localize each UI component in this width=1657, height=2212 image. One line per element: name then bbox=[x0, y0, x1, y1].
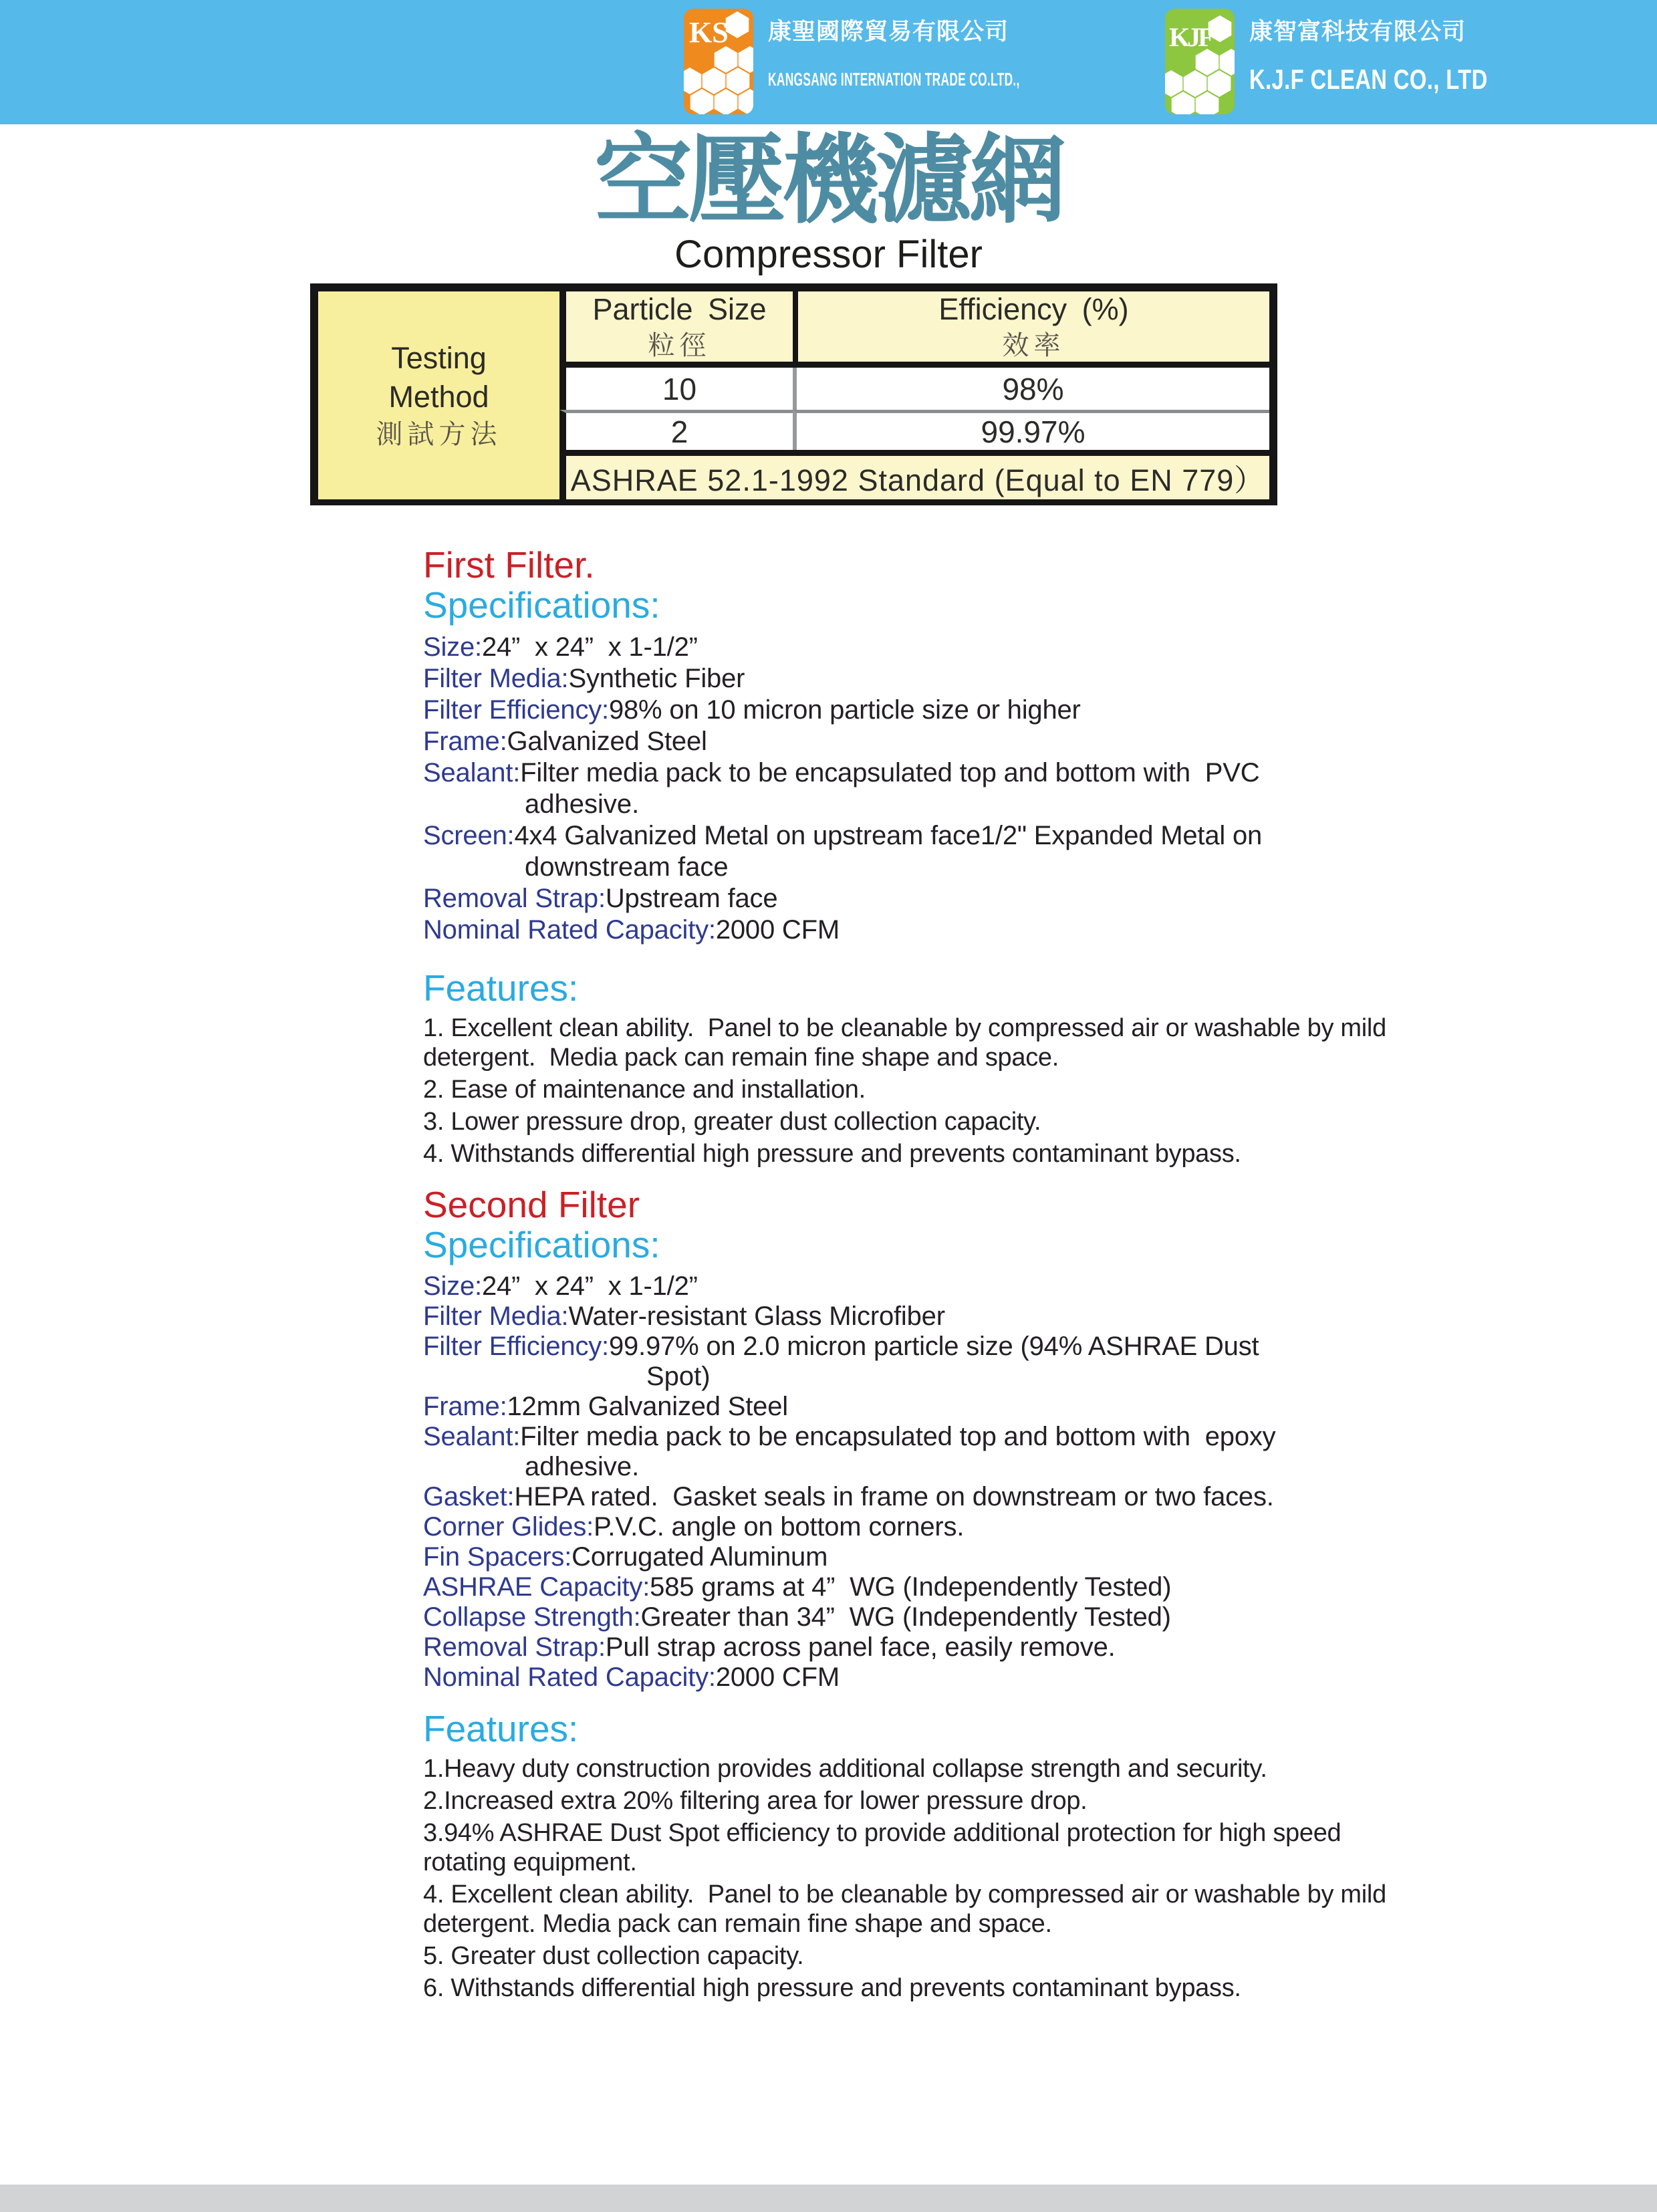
features-heading: Features: bbox=[423, 967, 579, 1009]
particle-size-label-zh: 粒徑 bbox=[648, 330, 711, 360]
spec-filter-efficiency: Filter Efficiency:98% on 10 micron particle size or higher bbox=[423, 695, 1081, 725]
feature-item: 1.Heavy duty construction provides additional collapse strength and security. bbox=[423, 1755, 1267, 1783]
testing-method-table bbox=[310, 283, 1277, 505]
spec-frame: Frame:Galvanized Steel bbox=[423, 727, 707, 756]
section-heading-second-filter: Second Filter bbox=[423, 1184, 640, 1225]
company-kangsang bbox=[684, 9, 1174, 114]
specifications-heading: Specifications: bbox=[423, 1224, 660, 1265]
company-kjf bbox=[1165, 9, 1555, 114]
page-title-zh: 空壓機濾網 bbox=[594, 126, 1063, 235]
spec-filter-media: Filter Media:Synthetic Fiber bbox=[423, 664, 745, 693]
spec-screen-cont: downstream face bbox=[525, 852, 729, 882]
feature-list-first-filter bbox=[423, 1013, 1426, 1169]
spec-list-first-filter bbox=[423, 632, 1426, 946]
features-second-filter bbox=[423, 1709, 1426, 2005]
features-heading: Features: bbox=[423, 1708, 579, 1749]
section-first-filter bbox=[423, 545, 1426, 946]
testing-method-label-zh: 測試方法 bbox=[376, 419, 502, 449]
page-title-en: Compressor Filter bbox=[674, 233, 983, 276]
feature-item: 3.94% ASHRAE Dust Spot efficiency to provide additional protection for high speed rotating equipment. bbox=[423, 1819, 1348, 1876]
ks-logo-letters: KS bbox=[689, 16, 729, 49]
spec-collapse-strength: Collapse Strength:Greater than 34” WG (Independently Tested) bbox=[423, 1602, 1171, 1632]
ashrae-standard-text: ASHRAE 52.1-1992 Standard (Equal to EN 779） bbox=[570, 463, 1265, 497]
spec-screen: Screen:4x4 Galvanized Metal on upstream face1/2" Expanded Metal on bbox=[423, 821, 1263, 850]
spec-filter-efficiency-cont: Spot) bbox=[646, 1362, 711, 1391]
header-band bbox=[0, 0, 1657, 124]
spec-sealant: Sealant:Filter media pack to be encapsulated top and bottom with PVC bbox=[423, 758, 1260, 787]
spec-fin-spacers: Fin Spacers:Corrugated Aluminum bbox=[423, 1542, 828, 1572]
efficiency-label-en: Efficiency (%) bbox=[938, 291, 1129, 326]
efficiency-label-zh: 效率 bbox=[1002, 330, 1065, 360]
feature-item: 6. Withstands differential high pressure and prevents contaminant bypass. bbox=[423, 1974, 1241, 2002]
efficiency-value: 99.97% bbox=[981, 414, 1086, 449]
spec-removal-strap: Removal Strap:Pull strap across panel face, easily remove. bbox=[423, 1632, 1116, 1662]
column-header-efficiency bbox=[793, 291, 1269, 368]
spec-sealant: Sealant:Filter media pack to be encapsulated top and bottom with epoxy bbox=[423, 1422, 1276, 1451]
spec-sealant-cont: adhesive. bbox=[525, 789, 640, 819]
kjf-logo-icon bbox=[1165, 9, 1235, 114]
spec-removal-strap: Removal Strap:Upstream face bbox=[423, 884, 778, 913]
table-cell-particle-size-row1 bbox=[559, 368, 793, 410]
spec-frame: Frame:12mm Galvanized Steel bbox=[423, 1392, 788, 1421]
feature-list-second-filter bbox=[423, 1754, 1426, 2003]
company-name-en: KANGSANG INTERNATION TRADE CO.LTD., bbox=[768, 69, 1020, 90]
spec-filter-efficiency: Filter Efficiency:99.97% on 2.0 micron particle size (94% ASHRAE Dust bbox=[423, 1332, 1259, 1361]
section-heading-first-filter: First Filter. bbox=[423, 544, 595, 586]
ks-logo-icon bbox=[684, 9, 753, 114]
spec-nominal-capacity: Nominal Rated Capacity:2000 CFM bbox=[423, 1663, 840, 1692]
feature-item: 2. Ease of maintenance and installation. bbox=[423, 1076, 866, 1104]
feature-item: 3. Lower pressure drop, greater dust collection capacity. bbox=[423, 1108, 1041, 1136]
particle-size-label-en: Particle Size bbox=[592, 291, 767, 326]
feature-item: 1. Excellent clean ability. Panel to be cleanable by compressed air or washable by mild detergent. Media pack can remain fine shape and space. bbox=[423, 1014, 1394, 1072]
spec-ashrae-capacity: ASHRAE Capacity:585 grams at 4” WG (Independently Tested) bbox=[423, 1572, 1172, 1602]
company-name-en: K.J.F CLEAN CO., LTD bbox=[1249, 64, 1488, 95]
company-kangsang-text bbox=[768, 9, 1174, 114]
feature-item: 2.Increased extra 20% filtering area for lower pressure drop. bbox=[423, 1787, 1088, 1815]
table-cell-efficiency-row1 bbox=[793, 368, 1269, 410]
table-row-header-cell bbox=[318, 291, 559, 499]
spec-nominal-capacity: Nominal Rated Capacity:2000 CFM bbox=[423, 915, 840, 945]
particle-size-value: 10 bbox=[662, 371, 697, 406]
footer-bar bbox=[0, 2185, 1657, 2212]
testing-method-label-line1: Testing bbox=[391, 340, 487, 375]
spec-list-second-filter bbox=[423, 1271, 1426, 1693]
spec-corner-glides: Corner Glides:P.V.C. angle on bottom corners. bbox=[423, 1512, 965, 1542]
feature-item: 4. Excellent clean ability. Panel to be cleanable by compressed air or washable by mild detergent. Media pack can remain fine shape and space. bbox=[423, 1880, 1394, 1938]
table-cell-particle-size-row2 bbox=[559, 410, 793, 450]
spec-sealant-cont: adhesive. bbox=[525, 1452, 640, 1481]
feature-item: 5. Greater dust collection capacity. bbox=[423, 1942, 804, 1970]
feature-item: 4. Withstands differential high pressure and prevents contaminant bypass. bbox=[423, 1140, 1241, 1168]
spec-filter-media: Filter Media:Water-resistant Glass Microfiber bbox=[423, 1302, 945, 1331]
spec-size: Size:24” x 24” x 1-1/2” bbox=[423, 1271, 698, 1301]
spec-gasket: Gasket:HEPA rated. Gasket seals in frame on downstream or two faces. bbox=[423, 1482, 1274, 1511]
spec-size: Size:24” x 24” x 1-1/2” bbox=[423, 632, 698, 662]
table-cell-efficiency-row2 bbox=[793, 410, 1269, 450]
section-second-filter bbox=[423, 1185, 1426, 1693]
table-footer-standard bbox=[559, 450, 1269, 499]
company-name-zh: 康智富科技有限公司 bbox=[1249, 19, 1467, 45]
company-name-zh: 康聖國際貿易有限公司 bbox=[768, 19, 1009, 45]
particle-size-value: 2 bbox=[670, 414, 688, 449]
testing-method-label-line2: Method bbox=[388, 379, 489, 414]
company-kjf-text bbox=[1249, 9, 1555, 114]
features-first-filter bbox=[423, 968, 1426, 1171]
specifications-heading: Specifications: bbox=[423, 584, 660, 626]
efficiency-value: 98% bbox=[1002, 371, 1064, 406]
kjf-logo-letters: KJF bbox=[1169, 22, 1212, 52]
column-header-particle-size bbox=[559, 291, 793, 368]
